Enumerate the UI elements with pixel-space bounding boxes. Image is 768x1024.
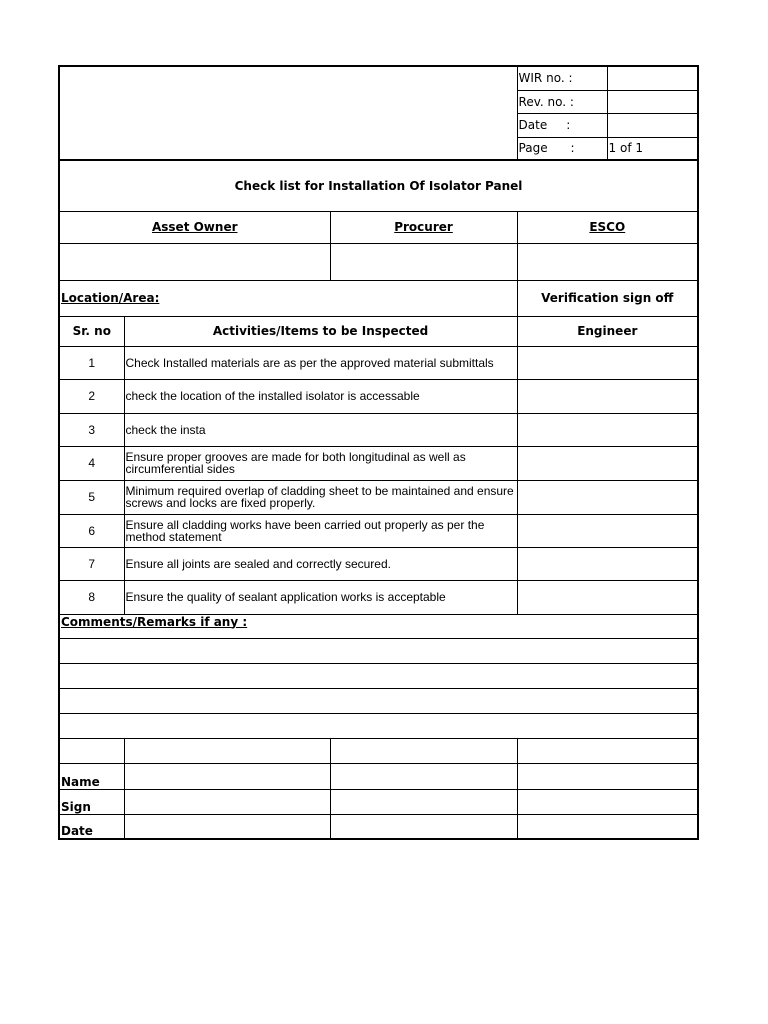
procurer-field[interactable]	[330, 243, 517, 280]
item-number: 2	[59, 379, 124, 413]
item-text: check the insta	[124, 413, 517, 446]
name-field[interactable]	[517, 763, 698, 789]
rev-value[interactable]	[607, 90, 698, 113]
wir-label: WIR no. :	[517, 66, 607, 90]
date-field[interactable]	[517, 814, 698, 839]
comments-line[interactable]	[59, 688, 698, 713]
item-number: 3	[59, 413, 124, 446]
name-label: Name	[59, 763, 124, 789]
table-row	[59, 480, 698, 514]
engineer-signoff-cell[interactable]	[517, 413, 698, 446]
sr-no-header: Sr. no	[59, 316, 124, 346]
item-number: 1	[59, 346, 124, 379]
comments-line[interactable]	[59, 638, 698, 663]
item-number: 6	[59, 514, 124, 547]
item-text: Ensure all joints are sealed and correctly secured.	[124, 547, 517, 580]
item-number: 4	[59, 446, 124, 480]
engineer-signoff-cell[interactable]	[517, 547, 698, 580]
verification-label: Verification sign off	[517, 280, 698, 316]
table-row	[59, 446, 698, 480]
signoff-blank-label	[59, 738, 124, 763]
item-text: Check Installed materials are as per the approved material submittals	[124, 346, 517, 379]
engineer-signoff-cell[interactable]	[517, 580, 698, 614]
signoff-cell[interactable]	[330, 738, 517, 763]
asset-owner-field[interactable]	[59, 243, 330, 280]
table-row	[59, 379, 698, 413]
sign-field[interactable]	[517, 789, 698, 814]
sign-label: Sign	[59, 789, 124, 814]
item-number: 5	[59, 480, 124, 514]
engineer-signoff-cell[interactable]	[517, 480, 698, 514]
item-text: Ensure proper grooves are made for both longitudinal as well as circumferential sides	[124, 446, 517, 480]
checklist-sheet	[58, 65, 699, 840]
sign-field[interactable]	[330, 789, 517, 814]
logo-area	[59, 66, 517, 160]
location-label: Location/Area:	[59, 280, 517, 316]
table-row	[59, 514, 698, 547]
rev-label: Rev. no. :	[517, 90, 607, 113]
esco-label: ESCO	[517, 211, 698, 243]
comments-line[interactable]	[59, 713, 698, 738]
comments-label: Comments/Remarks if any :	[59, 614, 698, 638]
signoff-cell[interactable]	[124, 738, 330, 763]
item-text: Minimum required overlap of cladding sheet to be maintained and ensure screws and locks are fixed properly.	[124, 480, 517, 514]
date-signoff-label: Date	[59, 814, 124, 839]
name-field[interactable]	[330, 763, 517, 789]
procurer-label: Procurer	[330, 211, 517, 243]
item-text: check the location of the installed isolator is accessable	[124, 379, 517, 413]
item-number: 8	[59, 580, 124, 614]
date-field[interactable]	[330, 814, 517, 839]
engineer-signoff-cell[interactable]	[517, 446, 698, 480]
item-number: 7	[59, 547, 124, 580]
sign-field[interactable]	[124, 789, 330, 814]
item-text: Ensure all cladding works have been carried out properly as per the method statement	[124, 514, 517, 547]
item-text: Ensure the quality of sealant application works is acceptable	[124, 580, 517, 614]
page-label: Page :	[517, 137, 607, 160]
date-field[interactable]	[124, 814, 330, 839]
signoff-cell[interactable]	[517, 738, 698, 763]
date-value[interactable]	[607, 113, 698, 137]
wir-value[interactable]	[607, 66, 698, 90]
page-value: 1 of 1	[607, 137, 698, 160]
engineer-signoff-cell[interactable]	[517, 346, 698, 379]
engineer-header: Engineer	[517, 316, 698, 346]
esco-field[interactable]	[517, 243, 698, 280]
table-row	[59, 547, 698, 580]
name-field[interactable]	[124, 763, 330, 789]
page-title: Check list for Installation Of Isolator Panel	[59, 160, 698, 211]
comments-line[interactable]	[59, 663, 698, 688]
engineer-signoff-cell[interactable]	[517, 514, 698, 547]
table-row	[59, 346, 698, 379]
engineer-signoff-cell[interactable]	[517, 379, 698, 413]
activities-header: Activities/Items to be Inspected	[124, 316, 517, 346]
table-row	[59, 413, 698, 446]
asset-owner-label: Asset Owner	[59, 211, 330, 243]
table-row	[59, 580, 698, 614]
date-label: Date :	[517, 113, 607, 137]
